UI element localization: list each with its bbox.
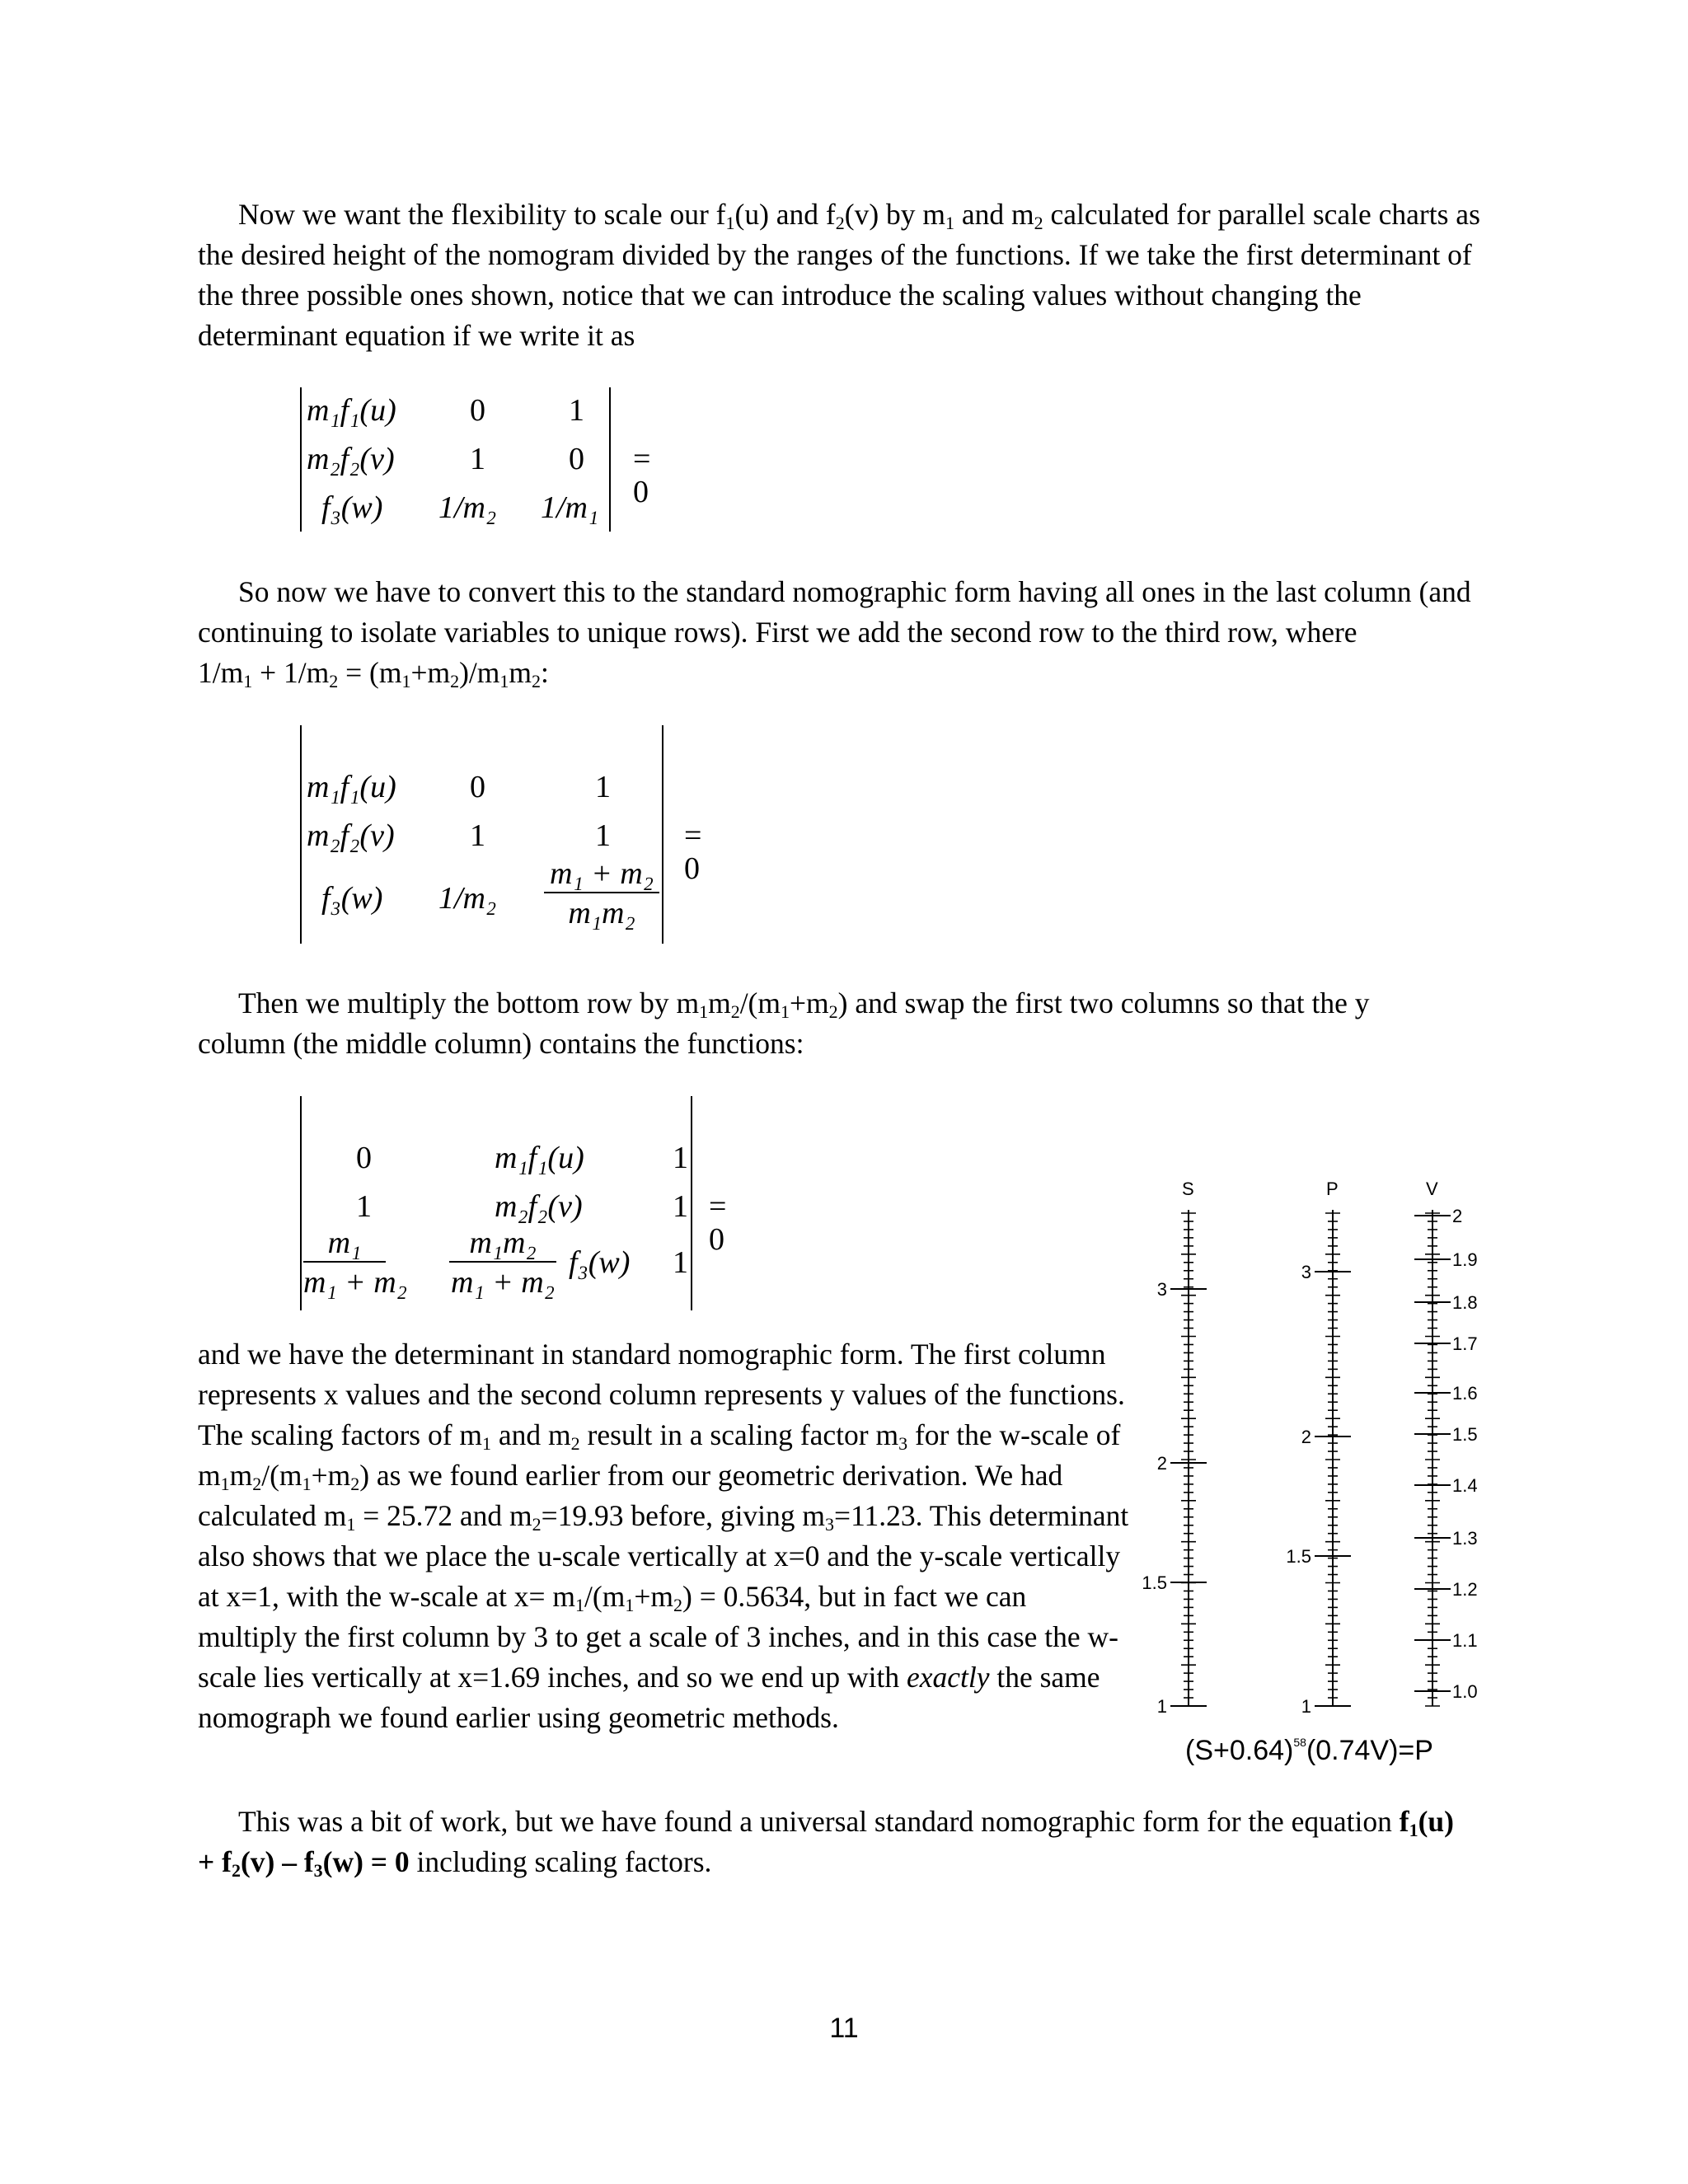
paragraph-2: So now we have to convert this to the standard nomographic form having all ones in the last column (and continuing to isolate variables to unique rows). First we add the second row to the third row, where $1/m_1 + 1/m_2 = (m_1+m_2)/m_1m_2$: [198, 575, 1471, 692]
scale-name-label: V [1426, 1179, 1438, 1199]
scale-tick-label: 2 [1156, 1453, 1167, 1474]
scale-tick-label: 1.5 [1452, 1424, 1478, 1445]
scale-tick-label: 1 [1156, 1696, 1167, 1717]
nomogram-figure [1121, 1179, 1478, 1772]
nomogram-formula: $(S+0.64)^{58}(0.74V)=P$ [1185, 1735, 1433, 1766]
scale-tick-label: 1.3 [1452, 1528, 1478, 1549]
scale-s [1142, 1179, 1207, 1717]
scale-tick-label: 1.2 [1452, 1579, 1478, 1600]
scale-tick-label: 1.5 [1286, 1546, 1311, 1567]
scale-v [1414, 1179, 1478, 1706]
scale-tick-label: 2 [1452, 1206, 1463, 1226]
scale-tick-label: 1.8 [1452, 1292, 1478, 1313]
scale-tick-label: 1.4 [1452, 1475, 1478, 1496]
scale-tick-label: 2 [1301, 1427, 1311, 1447]
scale-tick-label: 3 [1301, 1262, 1311, 1282]
scale-tick-label: 1.0 [1452, 1681, 1478, 1702]
paragraph-1: Now we want the flexibility to scale our $f_1(u)$ and $f_2(v)$ by $m_1$ and $m_2$ calculated for parallel scale charts as the desired height of the nomogram divided by the ranges of the functions. If we take the first determinant of the three possible ones shown, notice that we can introduce the scaling values without changing the determinant equation if we write it as [198, 198, 1480, 352]
scale-tick-label: 1.5 [1142, 1572, 1167, 1593]
paragraph-3: Then we multiply the bottom row by $m_1m_2/(m_1+m_2)$ and swap the first two columns so that the y column (the middle column) contains the functions: [198, 987, 1370, 1060]
scale-p [1286, 1179, 1351, 1717]
scale-tick-label: 1.9 [1452, 1249, 1478, 1270]
page-number: 11 [829, 2013, 859, 2044]
paragraph-4: and we have the determinant in standard nomographic form. The first column represents x values and the second column represents y values of the functions. The scaling factors of $m_1$ and $m_2$ result in a scaling factor $m_3$ for the w-scale of $m_1m_2/(m_1+m_2)$ as we found earlier from our geometric derivation. We had calculated $m_1 = 25.72$ and $m_2=19.93$ before, giving $m_3=11.23$. This determinant also shows that we place the u-scale vertically at x=0 and the y-scale vertically at x=1, with the w-scale at $x= m_1/(m_1+m_2) = 0.5634$, but in fact we can multiply the first column by 3 to get a scale of 3 inches, and in this case the w-scale lies vertically at x=1.69 inches, and so we end up with exactly the same nomograph we found earlier using geometric methods. [198, 1338, 1129, 1734]
scale-tick-label: 1.1 [1452, 1630, 1478, 1651]
scale-tick-label: 1.7 [1452, 1333, 1478, 1354]
scale-name-label: S [1182, 1179, 1194, 1199]
scale-tick-label: 3 [1156, 1279, 1167, 1300]
paragraph-5: This was a bit of work, but we have found a universal standard nomographic form for the equation $f_1(u)$ + $f_2(v) - f_3(w) = 0$ including scaling factors. [198, 1805, 1454, 1882]
scale-tick-label: 1 [1301, 1696, 1311, 1717]
scale-tick-label: 1.6 [1452, 1383, 1478, 1404]
scale-name-label: P [1326, 1179, 1339, 1199]
